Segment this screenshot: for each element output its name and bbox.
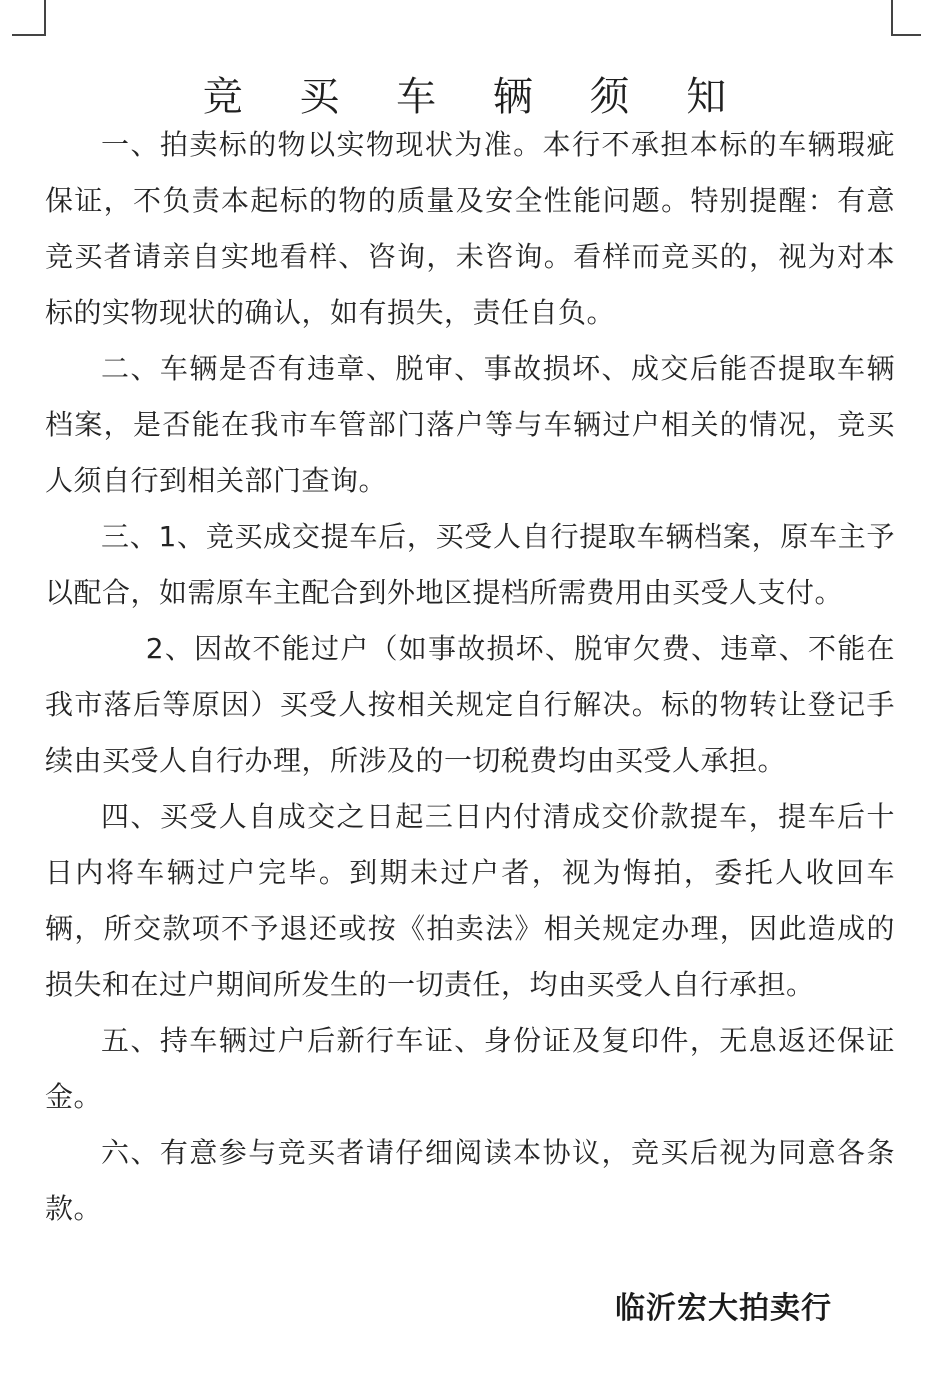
crop-mark-top-right-horizontal: [891, 34, 921, 36]
signature-company: 临沂宏大拍卖行: [615, 1291, 832, 1326]
paragraph-2: 二、车辆是否有违章、脱审、事故损坏、成交后能否提取车辆档案，是否能在我市车管部门落户等与车辆过户相关的情况，竞买人须自行到相关部门查询。: [45, 352, 895, 497]
paragraph-3-2: 2、因故不能过户（如事故损坏、脱审欠费、违章、不能在我市落后等原因）买受人按相关规定自行解决。标的物转让登记手续由买受人自行办理，所涉及的一切税费均由买受人承担。: [45, 632, 895, 777]
paragraph-4: 四、买受人自成交之日起三日内付清成交价款提车，提车后十日内将车辆过户完毕。到期未过户者，视为悔拍，委托人收回车辆，所交款项不予退还或按《拍卖法》相关规定办理，因此造成的损失和在过户期间所发生的一切责任，均由买受人自行承担。: [45, 800, 895, 1001]
paragraph-5: 五、持车辆过户后新行车证、身份证及复印件，无息返还保证金。: [45, 1024, 895, 1113]
document-body: [45, 117, 895, 1237]
page-title: 竞 买 车 辆 须 知: [202, 73, 749, 120]
crop-mark-top-left-horizontal: [12, 34, 46, 36]
paragraph-3-1: 三、1、竞买成交提车后，买受人自行提取车辆档案，原车主予以配合，如需原车主配合到外地区提档所需费用由买受人支付。: [45, 520, 895, 609]
paragraph-6: 六、有意参与竞买者请仔细阅读本协议，竞买后视为同意各条款。: [45, 1136, 895, 1225]
crop-mark-top-left-vertical: [44, 0, 46, 36]
crop-mark-top-right-vertical: [891, 0, 893, 36]
paragraph-1: 一、拍卖标的物以实物现状为准。本行不承担本标的车辆瑕疵保证，不负责本起标的物的质量及安全性能问题。特别提醒：有意竞买者请亲自实地看样、咨询，未咨询。看样而竞买的，视为对本标的实物现状的确认，如有损失，责任自负。: [45, 128, 895, 329]
